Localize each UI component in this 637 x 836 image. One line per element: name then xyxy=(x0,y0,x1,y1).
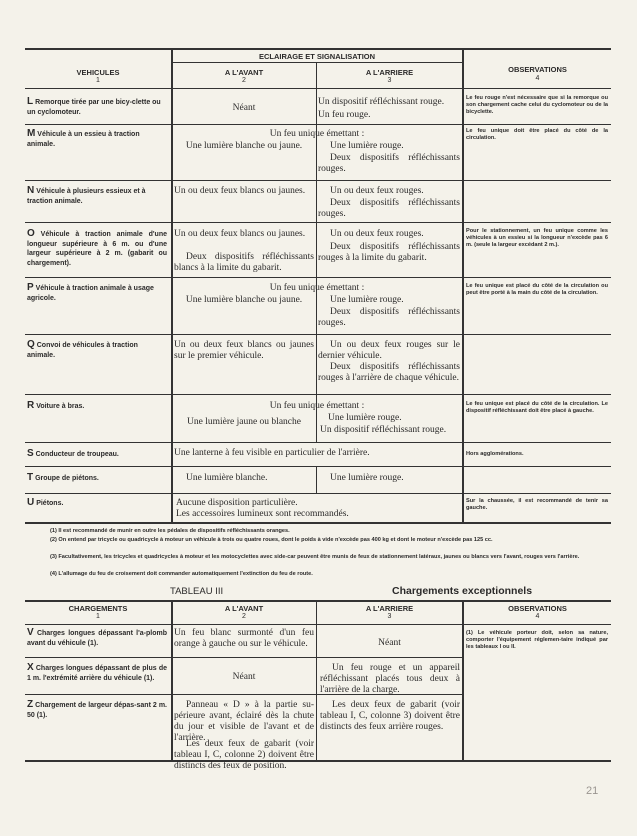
cell-observation: Le feu rouge n'est nécessaire que si la remorque ou son chargement cache celui du cyclomoteur ou de la bicyclette. xyxy=(466,95,608,115)
table3-top-border xyxy=(25,600,611,602)
cell-arriere: Une lumière rouge. xyxy=(330,473,404,483)
cell-observation: Hors agglomérations. xyxy=(466,451,524,457)
row-letter: U xyxy=(27,497,35,508)
row-letter: Q xyxy=(27,339,35,350)
table1-bottom-border xyxy=(25,522,611,524)
table1-header-underline xyxy=(25,88,611,89)
table-row-T xyxy=(27,473,167,484)
row-sep xyxy=(25,394,611,395)
row-letter: P xyxy=(27,282,34,293)
header-avant: A L'AVANT xyxy=(224,604,264,613)
row-letter: L xyxy=(27,96,34,107)
cell-avant: Une lumière blanche ou jaune. xyxy=(185,141,303,151)
row-sep xyxy=(25,657,463,658)
table1-col-divider-2 xyxy=(316,62,317,442)
row-label: Conducteur de troupeau. xyxy=(35,451,119,458)
cell-arriere: Deux dispositifs réfléchissants rouges à la limite du gabarit. xyxy=(318,242,460,263)
table-row-V xyxy=(27,628,167,648)
header-observations-num: 4 xyxy=(535,75,540,82)
footnote: (3) Facultativement, les tricycles et quadricycles à moteur et les motocyclettes avec side-car peuvent être munis de feux de stationnement latéraux, jaunes ou blancs vers l'avant, rouges vers l'arrière. xyxy=(50,554,580,560)
cell-observation: Le feu unique est placé du côté de la circulation. Le dispositif réfléchissant doit être placé à gauche. xyxy=(466,401,608,414)
row-label: Remorque tirée par une bicy-clette ou un cyclomoteur. xyxy=(27,99,161,116)
cell-arriere: Une lumière rouge. xyxy=(328,413,402,423)
footnote: (1) Il est recommandé de munir en outre les pédales de dispositifs réfléchissants oranges. xyxy=(50,528,290,534)
cell-arriere: Deux dispositifs réfléchissants rouges. xyxy=(318,198,460,219)
cell-avant: Une lumière blanche ou jaune. xyxy=(185,295,303,305)
table1-group-underline xyxy=(172,62,462,63)
table1-top-border xyxy=(25,48,611,50)
cell-avant: Une lumière jaune ou blanche xyxy=(187,417,301,427)
cell-arriere: Une lumière rouge. xyxy=(330,295,404,305)
header-vehicules-num: 1 xyxy=(96,77,100,84)
table-row-N xyxy=(27,186,167,206)
footnote: (2) On entend par tricycle ou quadricycle à moteur un véhicule à trois ou quatre roues, dont le poids à vide n'excède pas 400 kg et dont le moteur n'excède pas 125 cc. xyxy=(50,537,493,543)
cell-arriere: Deux dispositifs réfléchissants rouges à l'arrière de chaque véhicule. xyxy=(318,362,460,383)
table-row-Z xyxy=(27,700,167,720)
table-row-P xyxy=(27,283,167,303)
header-vehicules: VEHICULES xyxy=(76,68,120,77)
row-label: Véhicule à traction animale à usage agricole. xyxy=(27,285,154,302)
header-avant: A L'AVANT xyxy=(224,68,264,77)
cell-arriere: Un feu rouge. xyxy=(318,110,371,120)
table3-label: TABLEAU III xyxy=(170,586,224,597)
cell-avant: Un feu blanc surmonté d'un feu orange à gauche ou sur le véhicule. xyxy=(174,628,314,649)
row-sep xyxy=(25,493,611,494)
row-letter: M xyxy=(27,128,36,139)
row-letter: X xyxy=(27,662,34,673)
cell-arriere: Un feu rouge et un appareil réfléchissant placés tous deux à l'arrière de la charge. xyxy=(320,663,460,695)
cell-arriere: Un dispositif réfléchissant rouge. xyxy=(318,97,445,107)
cell-avant: Néant xyxy=(232,672,256,682)
row-label: Véhicule à traction animale d'une longueur supérieure à 6 m. ou d'une largeur supérieure à 2 m. (gabarit ou chargement). xyxy=(27,231,167,267)
row-letter: O xyxy=(27,228,35,239)
row-label: Groupe de piétons. xyxy=(35,475,99,482)
cell-arriere: Deux dispositifs réfléchissants rouges. xyxy=(318,307,460,328)
row-label: Charges longues dépassant l'a-plomb avant du véhicule (1). xyxy=(27,630,167,647)
header-observations: OBSERVATIONS xyxy=(508,604,567,613)
cell-span: Les accessoires lumineux sont recommandés. xyxy=(176,509,349,519)
row-sep xyxy=(25,442,611,443)
footnote: (4) L'allumage du feu de croisement doit commander automatiquement l'extinction du feu de route. xyxy=(50,571,313,577)
row-sep xyxy=(25,222,611,223)
table1-col-divider-3 xyxy=(316,466,317,493)
cell-arriere: Un ou deux feux rouges. xyxy=(330,229,424,239)
header-observations-num: 4 xyxy=(535,613,540,620)
header-arriere: A L'ARRIERE xyxy=(365,68,414,77)
table3-col-divider-3 xyxy=(462,600,464,761)
row-letter: R xyxy=(27,400,35,411)
table-row-S xyxy=(27,449,167,460)
header-group-eclairage: ECLAIRAGE ET SIGNALISATION xyxy=(258,52,376,61)
row-sep xyxy=(25,466,611,467)
header-observations: OBSERVATIONS xyxy=(508,65,567,74)
row-letter: N xyxy=(27,185,35,196)
row-sep xyxy=(25,277,611,278)
cell-arriere: Un dispositif réfléchissant rouge. xyxy=(320,425,447,435)
cell-avant: Un ou deux feux blancs ou jaunes sur le premier véhicule. xyxy=(174,340,314,361)
row-letter: S xyxy=(27,448,34,459)
table3-col-divider-2 xyxy=(316,600,317,761)
cell-observation: Le feu unique est placé du côté de la circulation ou peut être porté à la main du côté de la circulation. xyxy=(466,283,608,296)
table-row-X xyxy=(27,663,167,683)
table1-col-divider-4 xyxy=(462,48,464,523)
page-number: 21 xyxy=(586,785,599,797)
row-label: Charges longues dépassant de plus de 1 m. l'extrémité arrière du véhicule (1). xyxy=(27,665,167,682)
table-row-M xyxy=(27,129,167,149)
header-arriere-num: 3 xyxy=(387,613,392,620)
table3-title: Chargements exceptionnels xyxy=(392,585,533,597)
row-label: Véhicule à plusieurs essieux et à traction animale. xyxy=(27,188,146,205)
row-label: Chargement de largeur dépas-sant 2 m. 50 (1). xyxy=(27,702,168,719)
cell-span: Un feu unique émettant : xyxy=(269,129,365,139)
row-letter: V xyxy=(27,627,34,638)
cell-avant: Un ou deux feux blancs ou jaunes. xyxy=(174,229,306,239)
table-row-O xyxy=(27,229,167,268)
cell-arriere: Un ou deux feux rouges. xyxy=(330,186,424,196)
header-chargements-num: 1 xyxy=(96,613,100,620)
cell-avant: Néant xyxy=(232,103,256,113)
row-sep xyxy=(25,334,611,335)
cell-span: Une lanterne à feu visible en particulier de l'arrière. xyxy=(174,448,370,458)
row-sep xyxy=(25,180,611,181)
table3-header-underline xyxy=(25,624,611,625)
header-arriere-num: 3 xyxy=(387,77,392,84)
table-row-Q xyxy=(27,340,167,360)
cell-span: Aucune disposition particulière. xyxy=(176,498,298,508)
cell-arriere: Un ou deux feux rouges sur le dernier véhicule. xyxy=(318,340,460,361)
table3-bottom-border xyxy=(25,760,611,762)
cell-arriere: Une lumière rouge. xyxy=(330,141,404,151)
cell-span: Un feu unique émettant : xyxy=(269,283,365,293)
table-row-R xyxy=(27,401,167,412)
cell-avant: Les deux feux de gabarit (voir tableau I, C, colonne 2) doivent être distincts des feux de position. xyxy=(174,739,314,771)
cell-observation: Le feu unique doit être placé du côté de la circulation. xyxy=(466,128,608,141)
header-avant-num: 2 xyxy=(242,77,246,84)
cell-observation: Sur la chaussée, il est recommandé de tenir sa gauche. xyxy=(466,498,608,511)
row-label: Convoi de véhicules à traction animale. xyxy=(27,342,138,359)
cell-avant: Panneau « D » à la partie su-périeure avant, éclairé dès la chute du jour et visible de l'avant et de l'arrière. xyxy=(174,700,314,743)
cell-span: Un feu unique émettant : xyxy=(269,401,365,411)
row-sep xyxy=(25,124,611,125)
cell-observation: Pour le stationnement, un feu unique comme les véhicules à un essieu si la longueur n'excède pas 6 m. (seule la largeur excédant 2 m.). xyxy=(466,228,608,248)
header-chargements: CHARGEMENTS xyxy=(68,604,128,613)
cell-avant: Une lumière blanche. xyxy=(186,473,268,483)
cell-observation: (1) Le véhicule porteur doit, selon sa nature, comporter l'équipement réglemen-taire indiqué par les tableaux I ou II. xyxy=(466,630,608,650)
header-arriere: A L'ARRIERE xyxy=(365,604,414,613)
cell-avant: Un ou deux feux blancs ou jaunes. xyxy=(174,186,306,196)
cell-arriere: Néant xyxy=(378,638,401,648)
cell-arriere: Deux dispositifs réfléchissants rouges. xyxy=(318,153,460,174)
cell-avant: Deux dispositifs réfléchissants blancs à la limite du gabarit. xyxy=(174,252,314,273)
cell-arriere: Les deux feux de gabarit (voir tableau I, C, colonne 3) doivent être distincts des feux arrière rouges. xyxy=(320,700,460,732)
table-row-U xyxy=(27,498,167,509)
row-label: Véhicule à un essieu à traction animale. xyxy=(27,131,140,148)
header-avant-num: 2 xyxy=(242,613,246,620)
row-label: Piétons. xyxy=(36,500,64,507)
row-letter: T xyxy=(27,472,34,483)
row-letter: Z xyxy=(27,699,34,710)
row-label: Voiture à bras. xyxy=(36,403,85,410)
table-row-L xyxy=(27,97,167,117)
